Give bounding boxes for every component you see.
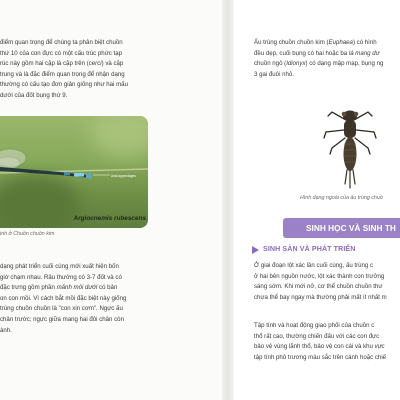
italic-term: Idionyx [286,60,306,68]
text-line [254,59,383,70]
text-line [254,342,386,353]
text-line: thứ 10 của con đực có một cấu trúc phức tạp [0,49,122,57]
page-gutter [222,0,234,400]
damselfly-illustration [0,116,148,228]
text-line: chưa thể bay ngay mà thường phải mất ít nhất m [254,293,387,301]
text-line: tập tính phô trương màu sắc trên cánh hoặc chiế [254,353,387,361]
right-top-paragraph [254,38,383,80]
text-line: ành. [0,326,12,334]
italic-term: lá mang dư [348,49,380,57]
text-fragment: chuồn ngô ( [254,60,287,68]
italic-term: vực [374,343,385,351]
text-fragment: đều dẹp, cuối bụng có hai hoặc ba [254,49,349,57]
text-fragment: đặc trưng gồm phần [0,284,57,292]
anal-appendages-label: Anal appendages [111,174,136,178]
text-line: thổ rất cao, thường chiến đấu với các con đực [254,332,380,340]
text-fragment: rúc này gồm hai cặp là cặp trên ( [0,60,89,68]
text-line: dưới của đốt bụng thứ 9. [0,91,68,99]
illustration-caption: Hình dạng ngoài của ấu trùng chuồ [300,195,383,201]
text-line [254,38,383,49]
text-line [0,59,128,70]
larva-illustration [318,104,382,192]
text-fragment: ) và cặp [101,60,124,68]
text-line: điểm quan trọng để chúng ta phân biệt chuồn [0,39,123,46]
text-line: Ở giai đoạn lột xác lần cuối cùng, ấu trùng c [254,262,374,269]
triangle-bullet-icon [252,246,259,254]
text-line: trung và là đặc điểm quan trọng để nhận dạng [0,70,125,78]
text-fragment: ) có hình [352,39,377,46]
text-line: sáng sớm. Khi mới nở, cơ thể chuồn chuồn thư [254,283,383,291]
species-name: Argiocnemis rubescens [73,215,146,222]
italic-term: cerci [88,60,102,68]
text-fragment: Ấu trùng chuồn chuồn kim ( [254,39,329,46]
right-paragraph-1 [254,261,387,303]
text-line: ở hai bên nguồn nước, lột xác thành con trưởng [254,272,385,280]
text-line: chân trước; ngực giữa mang hai đôi chân còn [0,315,124,323]
italic-term: mảnh môi dưới [56,284,98,292]
text-line: thường có cấu tạo đơn giản giống như hai mấu [0,81,128,89]
right-paragraph-2 [254,321,386,363]
left-bottom-paragraph [0,262,126,336]
text-line: on con mồi. Vì cách bắt mồi đặc biệt này giống [0,294,127,302]
text-fragment: bảo vệ vùng lãnh thổ, bảo vệ con cái và khu [254,343,375,351]
italic-term: Euphaea [328,39,353,46]
left-top-paragraph [0,38,128,102]
figure-caption: inh ở Chuồn chuồn kim [0,231,55,237]
text-line: trùng chuồn chuồn là "con xin cơm". Ngực ấu [0,305,123,313]
damselfly-photo [0,116,148,228]
text-fragment: có bản [97,284,118,292]
subheading: SINH SẢN VÀ PHÁT TRIỂN [263,245,356,253]
section-banner [283,218,400,238]
text-line: Tập tính và hoạt động giao phối của chuồn c [254,322,375,329]
text-line [254,49,383,60]
text-fragment: ) có dạng mập mạp, bụng ng [305,60,384,68]
section-title: SINH HỌC VÀ SINH TH [306,223,396,233]
text-line [0,283,126,294]
text-line: giờ chạm nhau. Râu thường có 3-7 đốt và có [0,273,122,281]
text-line: 3 gai đuôi nhỏ. [254,70,294,78]
text-line: dạng phát triển cuối cùng mới xuất hiện bốn [0,263,119,270]
